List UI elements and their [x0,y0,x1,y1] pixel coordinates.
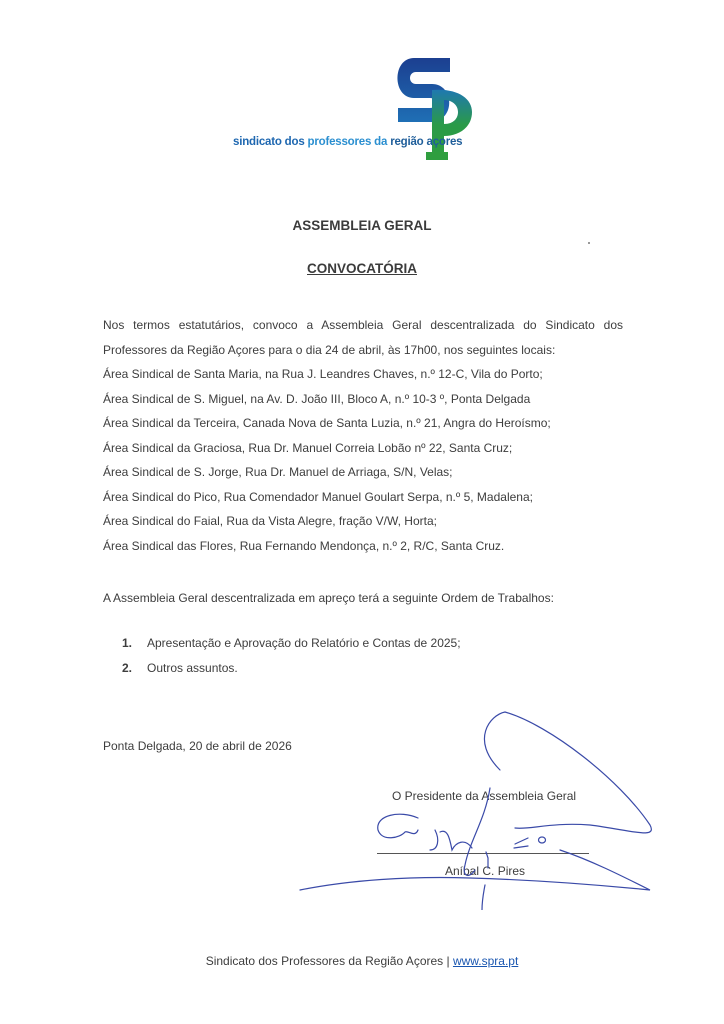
location-item: Área Sindical da Terceira, Canada Nova de Santa Luzia, n.º 21, Angra do Heroísmo; [103,416,551,430]
signature-h [430,830,472,850]
signature-dash [514,838,528,848]
location-item: Área Sindical de S. Jorge, Rua Dr. Manuel de Arriaga, S/N, Velas; [103,465,453,479]
agenda-number: 1. [122,636,133,650]
logo-underbar [426,152,448,160]
footer-org: Sindicato dos Professores da Região Açores | [205,954,453,968]
logo-text-part: sindicato dos [233,136,308,148]
location-item: Área Sindical de S. Miguel, na Av. D. João III, Bloco A, n.º 10-3 º, Ponta Delgada [103,391,531,406]
location-item: Área Sindical do Faial, Rua da Vista Alegre, fração V/W, Horta; [103,514,437,528]
document-title: ASSEMBLEIA GERAL [292,218,432,233]
document-subtitle: CONVOCATÓRIA [307,261,417,276]
signature-a [378,814,418,838]
agenda-intro: A Assembleia Geral descentralizada em apreço terá a seguinte Ordem de Trabalhos: [103,591,554,605]
logo-p-shape [432,90,472,160]
date-line: Ponta Delgada, 20 de abril de 2026 [103,739,292,753]
logo-text-part: professores da [307,136,391,148]
scan-speck [588,242,590,244]
agenda-text: Outros assuntos. [147,661,238,675]
footer [0,954,724,968]
agenda-item [122,631,461,656]
logo-text [233,136,462,148]
convocation-body [103,313,623,558]
agenda-text: Apresentação e Aprovação do Relatório e Contas de 2025; [147,636,461,650]
signature-mark [486,852,488,868]
agenda-item [122,656,461,681]
signatory-name: Aníbal C. Pires [445,864,526,878]
agenda-number: 2. [122,661,133,675]
intro-line: Nos termos estatutários, convoco a Assembleia Geral descentralizada do Sindicato dos [103,318,623,332]
handwritten-signature [290,700,710,910]
location-item: Área Sindical das Flores, Rua Fernando Mendonça, n.º 2, R/C, Santa Cruz. [103,538,505,553]
agenda-list [122,631,461,681]
signature-tail [482,885,485,910]
location-item: Área Sindical do Pico, Rua Comendador Manuel Goulart Serpa, n.º 5, Madalena; [103,489,533,504]
location-item: Área Sindical de Santa Maria, na Rua J. Leandres Chaves, n.º 12-C, Vila do Porto; [103,367,543,381]
website-link[interactable]: www.spra.pt [452,954,519,968]
location-item: Área Sindical da Graciosa, Rua Dr. Manuel Correia Lobão nº 22, Santa Cruz; [103,440,513,455]
signature-o [539,837,546,843]
intro-line: Professores da Região Açores para o dia 24 de abril, às 17h00, nos seguintes locais: [103,342,556,357]
signature-stem [464,788,490,875]
spra-logo [232,50,492,170]
logo-text-part: região açores [390,136,463,148]
signature-loop [484,712,651,833]
signatory-role: O Presidente da Assembleia Geral [392,789,577,803]
